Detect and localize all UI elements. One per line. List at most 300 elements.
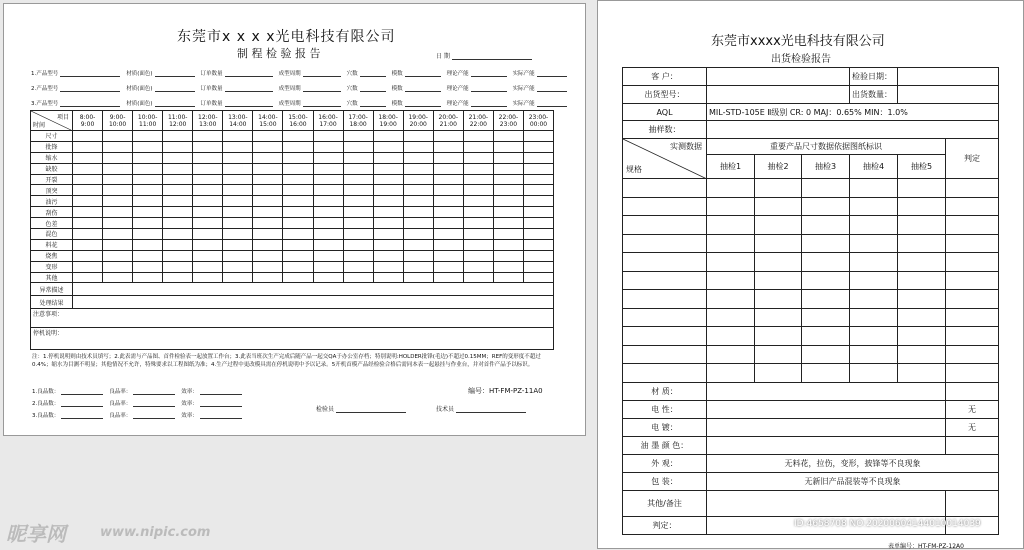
wide-cell[interactable] <box>73 283 554 296</box>
check-cell[interactable] <box>373 185 403 196</box>
field-input-line[interactable] <box>155 100 195 107</box>
check-cell[interactable] <box>283 239 313 250</box>
check-cell[interactable] <box>313 141 343 152</box>
check-cell[interactable] <box>433 261 463 272</box>
check-cell[interactable] <box>523 229 553 240</box>
check-cell[interactable] <box>163 196 193 207</box>
check-cell[interactable] <box>493 196 523 207</box>
check-cell[interactable] <box>373 131 403 142</box>
check-cell[interactable] <box>313 196 343 207</box>
field-input-line[interactable] <box>405 100 441 107</box>
check-cell[interactable] <box>403 185 433 196</box>
measurement-cell[interactable] <box>755 179 802 198</box>
check-cell[interactable] <box>433 163 463 174</box>
check-cell[interactable] <box>463 163 493 174</box>
check-cell[interactable] <box>163 207 193 218</box>
field-input-line[interactable] <box>471 85 507 92</box>
measurement-cell[interactable] <box>850 271 898 290</box>
check-cell[interactable] <box>163 229 193 240</box>
technician-field[interactable] <box>456 406 526 413</box>
check-cell[interactable] <box>73 272 103 283</box>
field-input-line[interactable] <box>225 100 273 107</box>
check-cell[interactable] <box>433 207 463 218</box>
check-cell[interactable] <box>133 196 163 207</box>
check-cell[interactable] <box>73 141 103 152</box>
check-cell[interactable] <box>223 185 253 196</box>
check-cell[interactable] <box>373 207 403 218</box>
measurement-cell[interactable] <box>802 345 850 364</box>
check-cell[interactable] <box>283 250 313 261</box>
check-cell[interactable] <box>73 174 103 185</box>
check-cell[interactable] <box>313 207 343 218</box>
field-input-line[interactable] <box>537 100 567 107</box>
check-cell[interactable] <box>313 185 343 196</box>
check-cell[interactable] <box>133 207 163 218</box>
measurement-cell[interactable] <box>850 253 898 272</box>
check-cell[interactable] <box>283 141 313 152</box>
check-cell[interactable] <box>313 229 343 240</box>
check-cell[interactable] <box>493 141 523 152</box>
measurement-cell[interactable] <box>898 327 946 346</box>
check-cell[interactable] <box>373 272 403 283</box>
field-input-line[interactable] <box>405 70 441 77</box>
check-cell[interactable] <box>133 185 163 196</box>
plating-row-value[interactable] <box>707 418 946 436</box>
measurement-cell[interactable] <box>946 179 999 198</box>
check-cell[interactable] <box>73 218 103 229</box>
check-cell[interactable] <box>223 229 253 240</box>
measurement-cell[interactable] <box>850 179 898 198</box>
check-cell[interactable] <box>253 152 283 163</box>
check-cell[interactable] <box>103 163 133 174</box>
customer-value[interactable] <box>707 68 850 86</box>
check-cell[interactable] <box>193 152 223 163</box>
inspect-date-value[interactable] <box>898 68 999 86</box>
measurement-cell[interactable] <box>707 271 755 290</box>
check-cell[interactable] <box>433 196 463 207</box>
check-cell[interactable] <box>133 163 163 174</box>
check-cell[interactable] <box>103 229 133 240</box>
measurement-cell[interactable] <box>802 290 850 309</box>
check-cell[interactable] <box>493 272 523 283</box>
ship-qty-value[interactable] <box>898 86 999 104</box>
material-row-value[interactable] <box>707 382 946 400</box>
check-cell[interactable] <box>493 174 523 185</box>
check-cell[interactable] <box>163 131 193 142</box>
check-cell[interactable] <box>133 218 163 229</box>
check-cell[interactable] <box>133 261 163 272</box>
check-cell[interactable] <box>283 163 313 174</box>
field-input-line[interactable] <box>471 100 507 107</box>
check-cell[interactable] <box>343 196 373 207</box>
check-cell[interactable] <box>103 131 133 142</box>
check-cell[interactable] <box>433 152 463 163</box>
measurement-cell[interactable] <box>946 327 999 346</box>
check-cell[interactable] <box>253 141 283 152</box>
check-cell[interactable] <box>73 250 103 261</box>
check-cell[interactable] <box>463 261 493 272</box>
measurement-cell[interactable] <box>755 364 802 383</box>
check-cell[interactable] <box>73 163 103 174</box>
measurement-cell[interactable] <box>623 364 707 383</box>
check-cell[interactable] <box>73 239 103 250</box>
yield-input-line[interactable] <box>61 400 103 407</box>
measurement-cell[interactable] <box>946 290 999 309</box>
check-cell[interactable] <box>193 196 223 207</box>
check-cell[interactable] <box>223 218 253 229</box>
check-cell[interactable] <box>103 207 133 218</box>
check-cell[interactable] <box>313 218 343 229</box>
check-cell[interactable] <box>523 174 553 185</box>
check-cell[interactable] <box>403 131 433 142</box>
check-cell[interactable] <box>163 239 193 250</box>
measurement-cell[interactable] <box>946 253 999 272</box>
check-cell[interactable] <box>163 163 193 174</box>
measurement-cell[interactable] <box>623 290 707 309</box>
check-cell[interactable] <box>373 163 403 174</box>
check-cell[interactable] <box>223 250 253 261</box>
measurement-cell[interactable] <box>802 271 850 290</box>
check-cell[interactable] <box>463 131 493 142</box>
measurement-cell[interactable] <box>707 197 755 216</box>
other-row-result[interactable] <box>946 490 999 516</box>
check-cell[interactable] <box>223 141 253 152</box>
check-cell[interactable] <box>403 272 433 283</box>
field-input-line[interactable] <box>303 70 341 77</box>
check-cell[interactable] <box>343 239 373 250</box>
field-input-line[interactable] <box>360 100 386 107</box>
check-cell[interactable] <box>463 272 493 283</box>
check-cell[interactable] <box>193 207 223 218</box>
measurement-cell[interactable] <box>623 216 707 235</box>
measurement-cell[interactable] <box>755 271 802 290</box>
check-cell[interactable] <box>193 185 223 196</box>
check-cell[interactable] <box>313 261 343 272</box>
measurement-cell[interactable] <box>802 364 850 383</box>
measurement-cell[interactable] <box>946 308 999 327</box>
measurement-cell[interactable] <box>707 253 755 272</box>
check-cell[interactable] <box>403 218 433 229</box>
check-cell[interactable] <box>403 239 433 250</box>
other-row-value[interactable] <box>707 490 946 516</box>
check-cell[interactable] <box>193 272 223 283</box>
measurement-cell[interactable] <box>946 234 999 253</box>
measurement-cell[interactable] <box>623 234 707 253</box>
field-input-line[interactable] <box>225 85 273 92</box>
check-cell[interactable] <box>493 239 523 250</box>
check-cell[interactable] <box>133 250 163 261</box>
check-cell[interactable] <box>403 261 433 272</box>
check-cell[interactable] <box>373 152 403 163</box>
check-cell[interactable] <box>433 174 463 185</box>
check-cell[interactable] <box>493 229 523 240</box>
check-cell[interactable] <box>133 174 163 185</box>
measurement-cell[interactable] <box>707 216 755 235</box>
measurement-cell[interactable] <box>898 179 946 198</box>
measurement-cell[interactable] <box>623 345 707 364</box>
check-cell[interactable] <box>523 196 553 207</box>
check-cell[interactable] <box>373 250 403 261</box>
check-cell[interactable] <box>403 250 433 261</box>
check-cell[interactable] <box>313 250 343 261</box>
measurement-cell[interactable] <box>850 216 898 235</box>
check-cell[interactable] <box>103 174 133 185</box>
check-cell[interactable] <box>253 229 283 240</box>
electric-row-value[interactable] <box>707 400 946 418</box>
check-cell[interactable] <box>223 174 253 185</box>
check-cell[interactable] <box>73 152 103 163</box>
check-cell[interactable] <box>523 272 553 283</box>
check-cell[interactable] <box>283 196 313 207</box>
measurement-cell[interactable] <box>755 234 802 253</box>
check-cell[interactable] <box>493 207 523 218</box>
check-cell[interactable] <box>253 261 283 272</box>
check-cell[interactable] <box>403 207 433 218</box>
check-cell[interactable] <box>223 163 253 174</box>
field-input-line[interactable] <box>60 100 120 107</box>
check-cell[interactable] <box>133 131 163 142</box>
check-cell[interactable] <box>103 141 133 152</box>
yield-input-line[interactable] <box>200 400 242 407</box>
check-cell[interactable] <box>343 250 373 261</box>
check-cell[interactable] <box>133 152 163 163</box>
field-input-line[interactable] <box>303 100 341 107</box>
check-cell[interactable] <box>343 163 373 174</box>
measurement-cell[interactable] <box>850 234 898 253</box>
check-cell[interactable] <box>403 174 433 185</box>
check-cell[interactable] <box>283 185 313 196</box>
check-cell[interactable] <box>103 152 133 163</box>
check-cell[interactable] <box>313 131 343 142</box>
check-cell[interactable] <box>253 185 283 196</box>
check-cell[interactable] <box>253 207 283 218</box>
check-cell[interactable] <box>283 131 313 142</box>
measurement-cell[interactable] <box>850 327 898 346</box>
check-cell[interactable] <box>193 239 223 250</box>
check-cell[interactable] <box>73 229 103 240</box>
check-cell[interactable] <box>343 218 373 229</box>
field-input-line[interactable] <box>471 70 507 77</box>
check-cell[interactable] <box>103 261 133 272</box>
measurement-cell[interactable] <box>707 327 755 346</box>
check-cell[interactable] <box>253 174 283 185</box>
check-cell[interactable] <box>343 152 373 163</box>
notes-label-cell[interactable]: 注意事项： <box>31 309 554 328</box>
measurement-cell[interactable] <box>946 271 999 290</box>
check-cell[interactable] <box>283 261 313 272</box>
check-cell[interactable] <box>283 218 313 229</box>
measurement-cell[interactable] <box>707 234 755 253</box>
yield-input-line[interactable] <box>133 400 175 407</box>
check-cell[interactable] <box>193 174 223 185</box>
check-cell[interactable] <box>73 261 103 272</box>
check-cell[interactable] <box>523 250 553 261</box>
check-cell[interactable] <box>223 207 253 218</box>
check-cell[interactable] <box>73 196 103 207</box>
check-cell[interactable] <box>193 250 223 261</box>
measurement-cell[interactable] <box>623 327 707 346</box>
check-cell[interactable] <box>253 250 283 261</box>
check-cell[interactable] <box>523 141 553 152</box>
check-cell[interactable] <box>343 131 373 142</box>
measurement-cell[interactable] <box>850 345 898 364</box>
check-cell[interactable] <box>343 185 373 196</box>
check-cell[interactable] <box>403 163 433 174</box>
measurement-cell[interactable] <box>755 216 802 235</box>
measurement-cell[interactable] <box>802 234 850 253</box>
check-cell[interactable] <box>463 141 493 152</box>
check-cell[interactable] <box>523 218 553 229</box>
check-cell[interactable] <box>133 229 163 240</box>
field-input-line[interactable] <box>225 70 273 77</box>
measurement-cell[interactable] <box>898 364 946 383</box>
measurement-cell[interactable] <box>802 179 850 198</box>
measurement-cell[interactable] <box>946 345 999 364</box>
check-cell[interactable] <box>493 250 523 261</box>
check-cell[interactable] <box>163 141 193 152</box>
check-cell[interactable] <box>403 196 433 207</box>
check-cell[interactable] <box>373 141 403 152</box>
check-cell[interactable] <box>463 239 493 250</box>
check-cell[interactable] <box>223 152 253 163</box>
check-cell[interactable] <box>313 239 343 250</box>
check-cell[interactable] <box>433 250 463 261</box>
field-input-line[interactable] <box>60 70 120 77</box>
check-cell[interactable] <box>103 218 133 229</box>
check-cell[interactable] <box>253 131 283 142</box>
measurement-cell[interactable] <box>755 345 802 364</box>
check-cell[interactable] <box>223 131 253 142</box>
check-cell[interactable] <box>103 250 133 261</box>
check-cell[interactable] <box>373 239 403 250</box>
check-cell[interactable] <box>493 218 523 229</box>
check-cell[interactable] <box>223 272 253 283</box>
check-cell[interactable] <box>313 174 343 185</box>
measurement-cell[interactable] <box>802 327 850 346</box>
measurement-cell[interactable] <box>946 216 999 235</box>
ship-model-value[interactable] <box>707 86 850 104</box>
check-cell[interactable] <box>463 207 493 218</box>
measurement-cell[interactable] <box>623 271 707 290</box>
measurement-cell[interactable] <box>707 364 755 383</box>
check-cell[interactable] <box>253 239 283 250</box>
check-cell[interactable] <box>463 218 493 229</box>
measurement-cell[interactable] <box>623 197 707 216</box>
stop-label-cell[interactable]: 停机说明： <box>31 328 554 350</box>
field-input-line[interactable] <box>155 70 195 77</box>
measurement-cell[interactable] <box>946 197 999 216</box>
check-cell[interactable] <box>133 141 163 152</box>
check-cell[interactable] <box>223 261 253 272</box>
field-input-line[interactable] <box>405 85 441 92</box>
measurement-cell[interactable] <box>755 308 802 327</box>
check-cell[interactable] <box>223 239 253 250</box>
measurement-cell[interactable] <box>623 308 707 327</box>
measurement-cell[interactable] <box>707 290 755 309</box>
yield-input-line[interactable] <box>133 412 175 419</box>
check-cell[interactable] <box>343 229 373 240</box>
check-cell[interactable] <box>493 131 523 142</box>
field-input-line[interactable] <box>155 85 195 92</box>
check-cell[interactable] <box>493 152 523 163</box>
check-cell[interactable] <box>523 239 553 250</box>
measurement-cell[interactable] <box>946 364 999 383</box>
field-input-line[interactable] <box>360 85 386 92</box>
check-cell[interactable] <box>493 261 523 272</box>
check-cell[interactable] <box>433 239 463 250</box>
check-cell[interactable] <box>73 131 103 142</box>
check-cell[interactable] <box>343 141 373 152</box>
measurement-cell[interactable] <box>707 345 755 364</box>
check-cell[interactable] <box>433 185 463 196</box>
check-cell[interactable] <box>313 152 343 163</box>
ink-color-row-result[interactable] <box>946 436 999 454</box>
check-cell[interactable] <box>463 250 493 261</box>
measurement-cell[interactable] <box>802 216 850 235</box>
check-cell[interactable] <box>193 163 223 174</box>
check-cell[interactable] <box>163 174 193 185</box>
check-cell[interactable] <box>283 207 313 218</box>
check-cell[interactable] <box>193 261 223 272</box>
check-cell[interactable] <box>343 174 373 185</box>
check-cell[interactable] <box>283 272 313 283</box>
yield-input-line[interactable] <box>200 388 242 395</box>
check-cell[interactable] <box>433 229 463 240</box>
check-cell[interactable] <box>523 207 553 218</box>
measurement-cell[interactable] <box>802 253 850 272</box>
check-cell[interactable] <box>163 185 193 196</box>
material-row-result[interactable] <box>946 382 999 400</box>
check-cell[interactable] <box>223 196 253 207</box>
check-cell[interactable] <box>523 152 553 163</box>
field-input-line[interactable] <box>537 85 567 92</box>
date-field[interactable] <box>452 53 532 60</box>
measurement-cell[interactable] <box>707 308 755 327</box>
check-cell[interactable] <box>343 261 373 272</box>
check-cell[interactable] <box>73 207 103 218</box>
measurement-cell[interactable] <box>898 234 946 253</box>
check-cell[interactable] <box>463 152 493 163</box>
inspector-field[interactable] <box>336 406 406 413</box>
measurement-cell[interactable] <box>898 308 946 327</box>
check-cell[interactable] <box>163 261 193 272</box>
check-cell[interactable] <box>403 229 433 240</box>
measurement-cell[interactable] <box>755 327 802 346</box>
check-cell[interactable] <box>493 163 523 174</box>
check-cell[interactable] <box>163 272 193 283</box>
check-cell[interactable] <box>463 229 493 240</box>
measurement-cell[interactable] <box>623 179 707 198</box>
check-cell[interactable] <box>373 196 403 207</box>
check-cell[interactable] <box>73 185 103 196</box>
check-cell[interactable] <box>253 196 283 207</box>
check-cell[interactable] <box>193 229 223 240</box>
measurement-cell[interactable] <box>898 345 946 364</box>
check-cell[interactable] <box>133 272 163 283</box>
check-cell[interactable] <box>403 152 433 163</box>
measurement-cell[interactable] <box>898 271 946 290</box>
check-cell[interactable] <box>253 218 283 229</box>
check-cell[interactable] <box>433 141 463 152</box>
check-cell[interactable] <box>463 196 493 207</box>
field-input-line[interactable] <box>537 70 567 77</box>
measurement-cell[interactable] <box>802 308 850 327</box>
check-cell[interactable] <box>343 272 373 283</box>
measurement-cell[interactable] <box>898 216 946 235</box>
check-cell[interactable] <box>103 196 133 207</box>
check-cell[interactable] <box>253 163 283 174</box>
check-cell[interactable] <box>523 185 553 196</box>
